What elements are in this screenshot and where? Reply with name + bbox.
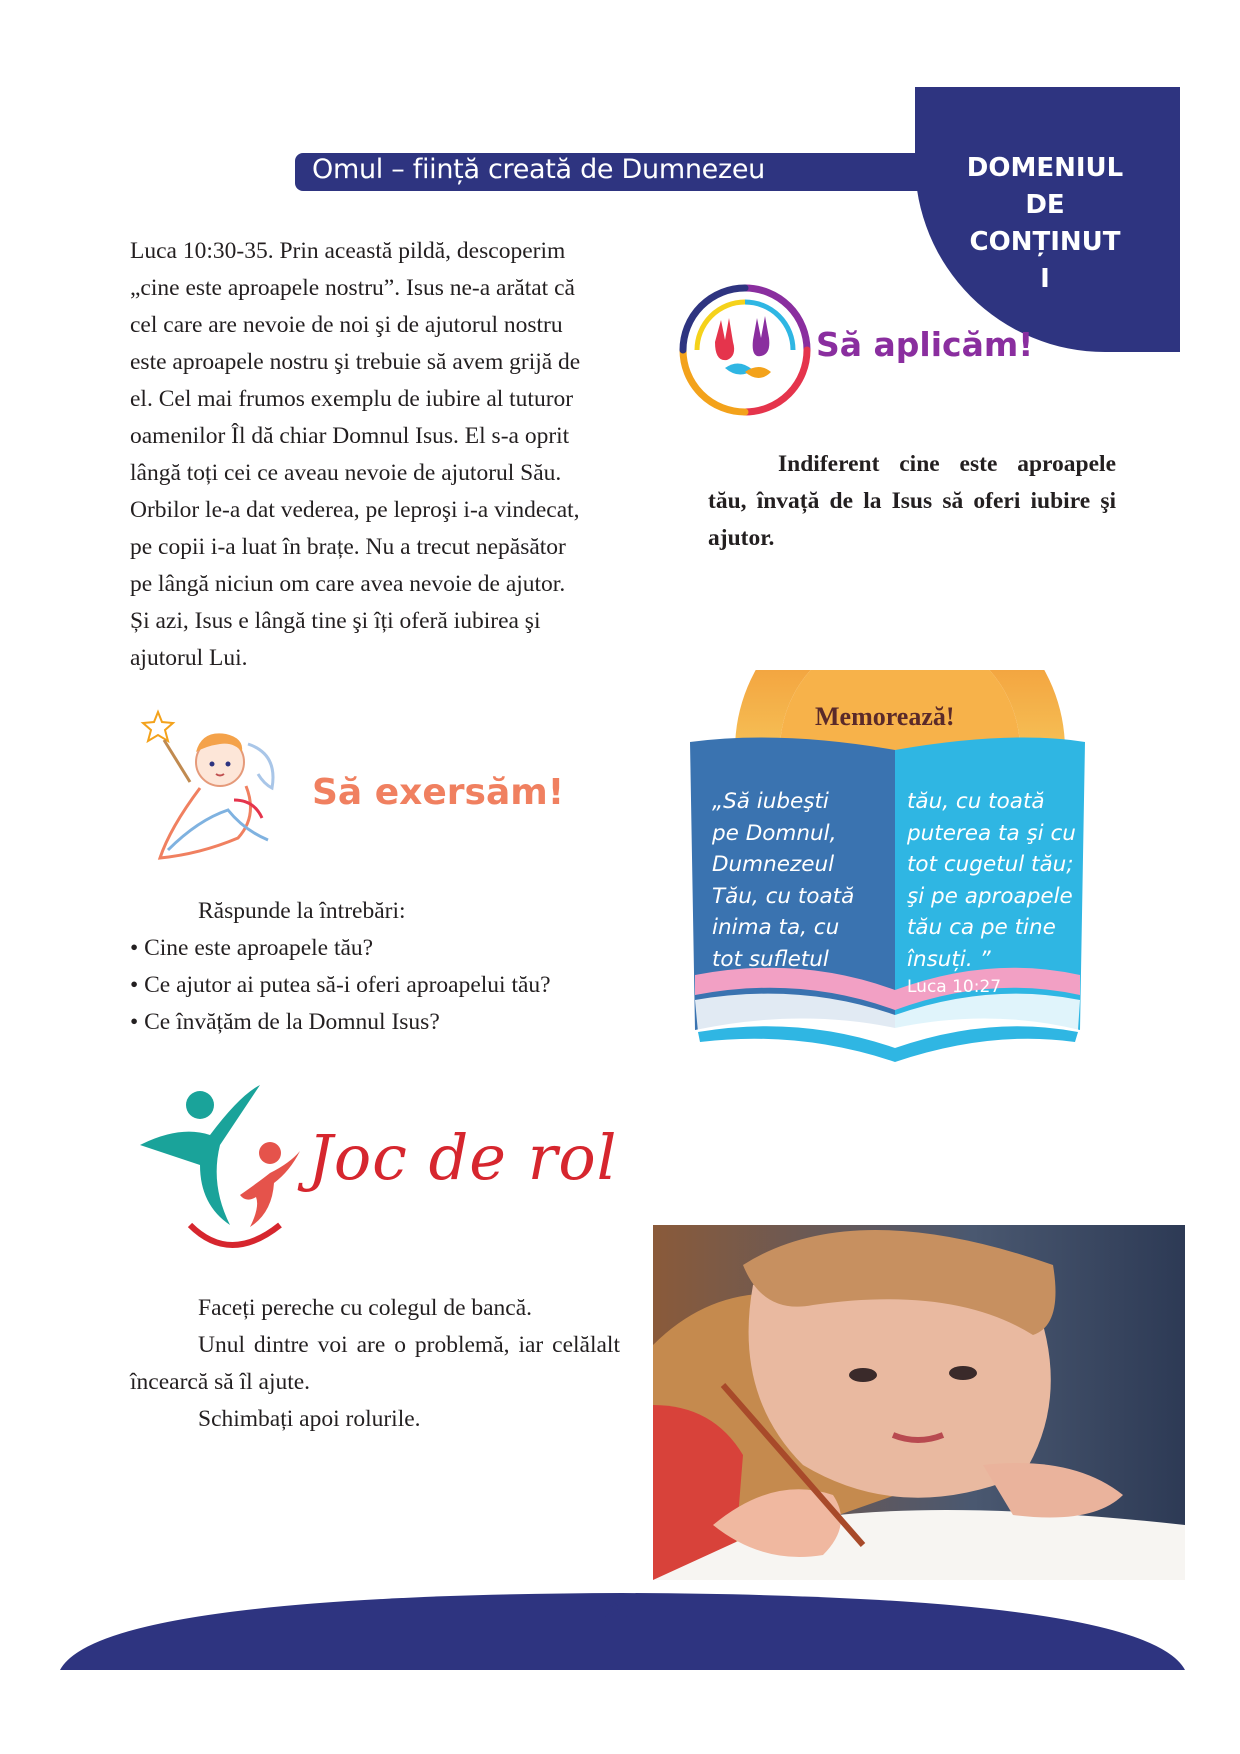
role-line-1: Faceți pereche cu colegul de bancă. [198,1295,533,1321]
question-item: • Cine este aproapele tău? [130,935,374,961]
domain-line-4: I [1040,264,1050,294]
role-play-figures-icon [130,1075,305,1255]
role-line-2: Unul dintre voi are o problemă, iar celălalt încearcă să îl ajute. [130,1332,620,1395]
aplicam-hands-icon [675,280,815,420]
verse-reference: Luca 10:27 [907,977,1002,997]
questions-block [130,893,650,1041]
domain-line-2: DE [1025,190,1065,220]
questions-prompt: Răspunde la întrebări: [198,898,406,924]
domain-line-1: DOMENIUL [966,153,1124,183]
domain-label [945,150,1145,298]
question-item: • Ce învățăm de la Domnul Isus? [130,1009,440,1035]
domain-line-3: CONȚINUT [969,227,1121,257]
chapter-title: Omul – ființă creată de Dumnezeu [312,154,765,185]
exersam-title: Să exersăm! [312,772,565,813]
page-number: 21 [603,1598,637,1626]
question-item: • Ce ajutor ai putea să-i oferi aproapelui tău? [130,972,551,998]
joc-title: Joc de rol [308,1121,618,1194]
aplicam-title: Să aplicăm! [816,325,1034,364]
angel-icon [130,700,300,875]
verse-right-page: tău, cu toată puterea ta şi cu tot cugetul tău; şi pe aproapele tău ca pe tine însuți. ” [907,789,1076,972]
intro-paragraph: Luca 10:30-35. Prin această pildă, descoperim „cine este aproapele nostru”. Isus ne-a arătat că cel care are nevoie de noi şi de ajutorul nostru este aproapele nostru şi trebuie să avem grijă de el. Cel mai frumos exemplu de iubire al tuturor oamenilor Îl dă chiar Domnul Isus. El s-a oprit lângă toți cei ce aveau nevoie de ajutorul Său. Orbilor le-a dat vederea, pe leproşi i-a vindecat, pe copii i-a luat în brațe. Nu a trecut nepăsător pe lângă niciun om care avea nevoie de ajutor. Și azi, Isus e lângă tine şi îți oferă iubirea şi ajutorul Lui. [130,238,581,671]
child-writing-photo [653,1225,1185,1580]
aplicam-text: Indiferent cine este aproapele tău, învață de la Isus să oferi iubire şi ajutor. [708,451,1116,551]
memoreaza-title: Memorează! [815,702,955,731]
role-line-3: Schimbați apoi rolurile. [198,1406,421,1432]
verse-left-page: „Să iubeşti pe Domnul, Dumnezeul Tău, cu toată inima ta, cu tot sufletul [712,789,855,972]
role-play-instructions [130,1290,620,1438]
